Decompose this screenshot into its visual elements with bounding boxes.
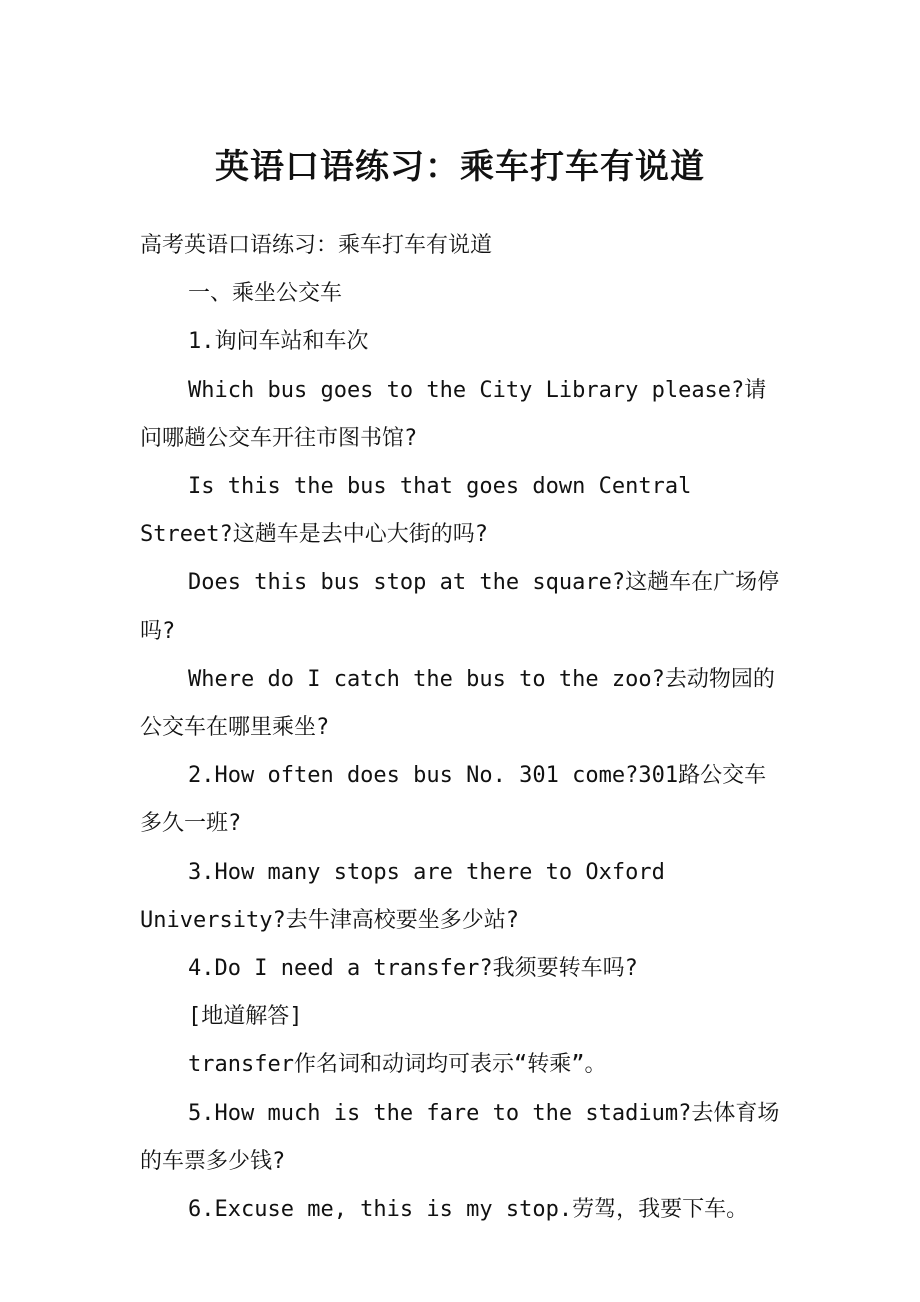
answer-heading: [地道解答] bbox=[188, 1004, 303, 1030]
section-heading: 一、乘坐公交车 bbox=[188, 281, 343, 307]
body-paragraph: 2.How often does bus No. 301 come?301路公交车多久一班? bbox=[140, 763, 767, 837]
body-paragraph: Is this the bus that goes down Central Street?这趟车是去中心大街的吗? bbox=[140, 474, 692, 548]
body-paragraph: 4.Do I need a transfer?我须要转车吗? bbox=[188, 956, 638, 982]
subtitle-paragraph: 高考英语口语练习：乘车打车有说道 bbox=[140, 233, 493, 258]
body-paragraph: transfer作名词和动词均可表示“转乘”。 bbox=[188, 1052, 607, 1078]
body-paragraph: 6.Excuse me, this is my stop.劳驾，我要下车。 bbox=[188, 1197, 749, 1223]
body-paragraph: Does this bus stop at the square?这趟车在广场停吗? bbox=[140, 570, 780, 644]
document-body bbox=[140, 222, 782, 1234]
body-paragraph: Which bus goes to the City Library please?请问哪趟公交车开往市图书馆? bbox=[140, 377, 767, 451]
body-paragraph: Where do I catch the bus to the zoo?去动物园的公交车在哪里乘坐? bbox=[140, 666, 775, 741]
subsection-heading: 1.询问车站和车次 bbox=[188, 329, 369, 355]
body-paragraph: 5.How much is the fare to the stadium?去体育场的车票多少钱? bbox=[140, 1100, 780, 1174]
body-paragraph: 3.How many stops are there to Oxford University?去牛津高校要坐多少站? bbox=[140, 859, 665, 933]
document-title: 英语口语练习：乘车打车有说道 bbox=[215, 147, 705, 187]
